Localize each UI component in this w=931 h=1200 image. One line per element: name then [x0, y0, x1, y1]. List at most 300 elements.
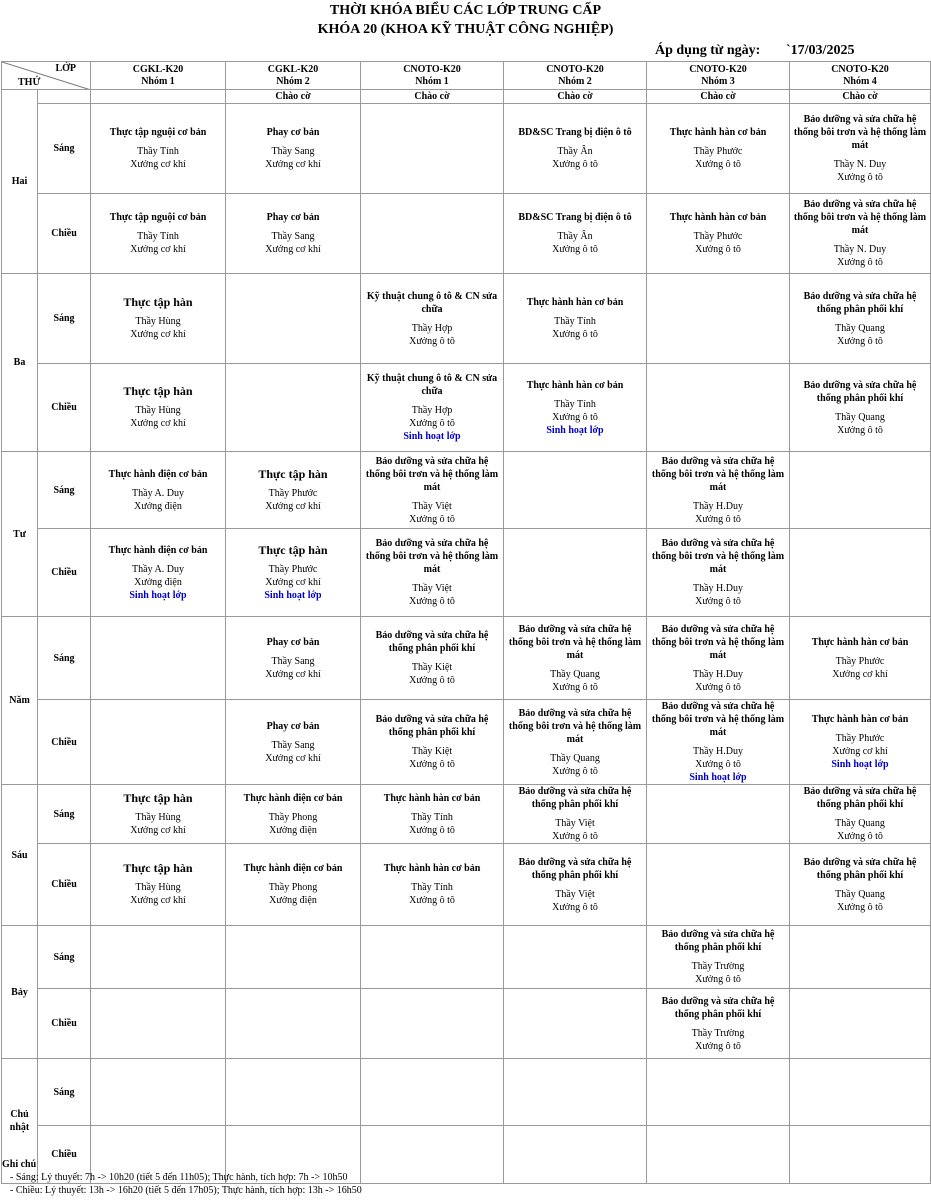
day-cell — [2, 926, 38, 1059]
room: Xưởng cơ khí — [265, 752, 321, 764]
class-name: CNOTO-K20 — [689, 63, 747, 75]
class-cell — [647, 104, 790, 194]
subject: Thực hành điện cơ bản — [243, 863, 343, 874]
class-cell — [361, 194, 504, 274]
session-label: Sáng — [53, 1086, 75, 1098]
subject: Thực hành hàn cơ bản — [811, 714, 909, 725]
teacher: Thầy Tính — [554, 398, 596, 410]
teacher: Thầy N. Duy — [833, 244, 887, 255]
class-cell — [790, 926, 931, 989]
room: Xưởng ô tô — [552, 159, 598, 170]
subject: Phay cơ bản — [266, 720, 320, 732]
header-row — [2, 62, 931, 90]
class-cell — [91, 989, 226, 1059]
session-row — [2, 844, 931, 926]
subject: Phay cơ bản — [266, 636, 320, 648]
day-cell — [2, 274, 38, 452]
room: Xưởng ô tô — [409, 759, 455, 770]
chao-co-cell — [790, 90, 931, 104]
room: Xưởng cơ khí — [265, 244, 321, 255]
room: Xưởng cơ khí — [130, 824, 186, 836]
session-cell — [38, 529, 91, 617]
class-name: CGKL-K20 — [267, 63, 319, 75]
room: Xưởng ô tô — [695, 596, 741, 607]
teacher: Thầy Việt — [412, 500, 452, 512]
room: Xưởng cơ khí — [130, 418, 186, 429]
session-blank — [38, 90, 91, 104]
session-cell — [38, 989, 91, 1059]
subject: BD&SC Trang bị điện ô tô — [518, 212, 632, 223]
session-row — [2, 452, 931, 529]
room: Xưởng ô tô — [837, 901, 883, 913]
subject: Bảo dưỡng và sửa chữa hệ thống bôi trơn và hệ thống làm mát — [793, 199, 927, 236]
class-cell — [361, 989, 504, 1059]
subject: Thực hành hàn cơ bản — [526, 379, 624, 391]
teacher: Thầy N. Duy — [833, 159, 887, 170]
class-cell — [504, 274, 647, 364]
room: Xưởng điện — [269, 895, 317, 906]
room: Xưởng cơ khí — [130, 895, 186, 906]
subject: BD&SC Trang bị điện ô tô — [518, 127, 632, 138]
teacher: Thầy Trường — [691, 961, 745, 972]
class-cell — [790, 844, 931, 926]
day-cell — [2, 617, 38, 785]
room: Xưởng ô tô — [695, 513, 741, 525]
class-cell — [91, 274, 226, 364]
chao-co-label: Chào cờ — [414, 91, 450, 102]
session-row — [2, 194, 931, 274]
class-cell — [226, 452, 361, 529]
subject: Thực hành hàn cơ bản — [383, 792, 481, 804]
session-row — [2, 274, 931, 364]
teacher: Thầy Việt — [555, 888, 595, 900]
subject: Phay cơ bản — [266, 212, 320, 223]
class-cell — [361, 617, 504, 700]
class-cell — [647, 194, 790, 274]
session-row — [2, 785, 931, 844]
class-name: CNOTO-K20 — [831, 63, 889, 75]
session-row — [2, 700, 931, 785]
session-label: Chiều — [51, 402, 77, 413]
class-cell — [504, 785, 647, 844]
class-cell — [226, 364, 361, 452]
room: Xưởng ô tô — [837, 172, 883, 183]
room: Xưởng ô tô — [409, 596, 455, 607]
class-cell — [790, 617, 931, 700]
room: Xưởng ô tô — [552, 681, 598, 693]
session-label: Chiều — [51, 1149, 77, 1160]
teacher: Thầy Tính — [137, 146, 179, 157]
title-line-1: THỜI KHÓA BIỂU CÁC LỚP TRUNG CẤP — [329, 3, 602, 18]
class-cell — [647, 700, 790, 785]
room: Xưởng ô tô — [409, 418, 455, 429]
teacher: Thầy Ân — [557, 231, 593, 242]
session-label: Chiều — [51, 736, 77, 748]
teacher: Thầy Sang — [271, 231, 315, 242]
subject: Bảo dưỡng và sửa chữa hệ thống bôi trơn và hệ thống làm mát — [651, 538, 785, 575]
teacher: Thầy Quang — [835, 411, 885, 423]
teacher: Thầy Phong — [268, 811, 318, 823]
class-cell — [647, 785, 790, 844]
room: Xưởng ô tô — [552, 901, 598, 913]
teacher: Thầy Quang — [835, 818, 885, 829]
class-cell — [226, 700, 361, 785]
class-group: Nhóm 2 — [558, 75, 592, 87]
header-thu: THỨ — [18, 77, 41, 88]
session-cell — [38, 926, 91, 989]
class-cell — [504, 617, 647, 700]
subject: Kỹ thuật chung ô tô & CN sửa chữa — [366, 290, 498, 315]
class-cell — [361, 274, 504, 364]
class-cell — [504, 364, 647, 452]
teacher: Thầy Việt — [412, 583, 452, 594]
session-label: Chiều — [51, 228, 77, 239]
class-name: CNOTO-K20 — [403, 63, 461, 75]
class-cell — [790, 1126, 931, 1184]
class-cell — [504, 844, 647, 926]
class-header — [647, 62, 790, 90]
chao-co-label: Chào cờ — [557, 91, 593, 102]
room: Xưởng cơ khí — [832, 668, 888, 680]
class-header — [226, 62, 361, 90]
teacher: Thầy Tính — [137, 231, 179, 242]
class-cell — [790, 700, 931, 785]
session-cell — [38, 617, 91, 700]
class-group: Nhóm 4 — [843, 75, 877, 87]
room: Xưởng ô tô — [837, 335, 883, 347]
notes — [2, 1158, 362, 1197]
class-meeting: Sinh hoạt lớp — [403, 431, 461, 442]
teacher: Thầy Phong — [268, 882, 318, 893]
class-cell — [790, 364, 931, 452]
session-row — [2, 364, 931, 452]
session-label: Sáng — [53, 143, 75, 154]
class-cell — [226, 844, 361, 926]
subject: Bảo dưỡng và sửa chữa hệ thống bôi trơn và hệ thống làm mát — [793, 114, 927, 151]
subject: Thực tập hàn — [123, 861, 193, 875]
room: Xưởng ô tô — [552, 244, 598, 255]
chao-co-cell — [647, 90, 790, 104]
day-label: Tư — [13, 528, 26, 540]
day-label: Ba — [13, 357, 26, 368]
class-cell — [647, 1059, 790, 1126]
subject: Bảo dưỡng và sửa chữa hệ thống bôi trơn và hệ thống làm mát — [508, 707, 642, 745]
subject: Thực hành hàn cơ bản — [526, 297, 624, 308]
subject: Thực hành hàn cơ bản — [811, 636, 909, 648]
class-name: CNOTO-K20 — [546, 63, 604, 75]
session-cell — [38, 452, 91, 529]
class-cell — [504, 194, 647, 274]
teacher: Thầy Trường — [691, 1027, 745, 1039]
class-cell — [226, 104, 361, 194]
teacher: Thầy A. Duy — [132, 563, 184, 575]
subject: Phay cơ bản — [266, 127, 320, 138]
teacher: Thầy Phước — [693, 231, 743, 242]
teacher: Thầy Sang — [271, 146, 315, 157]
chao-co-label: Chào cờ — [842, 91, 878, 102]
class-meeting: Sinh hoạt lớp — [831, 759, 889, 770]
class-cell — [647, 452, 790, 529]
subject: Bảo dưỡng và sửa chữa hệ thống bôi trơn và hệ thống làm mát — [365, 455, 499, 493]
subject: Bảo dưỡng và sửa chữa hệ thống bôi trơn và hệ thống làm mát — [651, 701, 785, 738]
class-cell — [226, 926, 361, 989]
class-cell — [790, 785, 931, 844]
room: Xưởng ô tô — [695, 244, 741, 255]
teacher: Thầy H.Duy — [693, 746, 743, 757]
class-cell — [361, 926, 504, 989]
class-cell — [226, 1059, 361, 1126]
room: Xưởng ô tô — [552, 411, 598, 423]
class-cell — [361, 364, 504, 452]
subject: Bảo dưỡng và sửa chữa hệ thống phân phối khí — [661, 929, 775, 953]
class-name: CGKL-K20 — [132, 63, 184, 75]
teacher: Thầy Phước — [268, 487, 318, 499]
teacher: Thầy H.Duy — [693, 583, 743, 594]
room: Xưởng cơ khí — [265, 500, 321, 512]
class-cell — [790, 452, 931, 529]
apply-date-value: `17/03/2025 — [786, 43, 855, 58]
session-label: Chiều — [51, 879, 77, 890]
class-meeting: Sinh hoạt lớp — [129, 589, 187, 601]
class-cell — [790, 194, 931, 274]
subject: Bảo dưỡng và sửa chữa hệ thống phân phối khí — [661, 995, 775, 1020]
class-cell — [647, 364, 790, 452]
class-meeting: Sinh hoạt lớp — [546, 424, 604, 436]
session-cell — [38, 104, 91, 194]
class-cell — [91, 844, 226, 926]
session-label: Chiều — [51, 1018, 77, 1029]
class-header — [361, 62, 504, 90]
room: Xưởng ô tô — [552, 765, 598, 777]
session-label: Sáng — [53, 808, 75, 820]
subject: Thực hành điện cơ bản — [108, 468, 208, 480]
class-cell — [91, 785, 226, 844]
subject: Bảo dưỡng và sửa chữa hệ thống phân phối khí — [803, 856, 917, 881]
room: Xưởng ô tô — [552, 831, 598, 842]
room: Xưởng ô tô — [409, 335, 455, 347]
teacher: Thầy Tính — [411, 811, 453, 823]
chao-co-row — [2, 90, 931, 104]
class-cell — [790, 104, 931, 194]
subject: Thực tập hàn — [123, 790, 193, 805]
teacher: Thầy Quang — [550, 668, 600, 680]
day-label: Năm — [9, 695, 30, 706]
class-cell — [647, 989, 790, 1059]
class-cell — [226, 989, 361, 1059]
room: Xưởng cơ khí — [265, 576, 321, 588]
subject: Bảo dưỡng và sửa chữa hệ thống bôi trơn và hệ thống làm mát — [651, 455, 785, 493]
teacher: Thầy Tính — [554, 316, 596, 327]
session-row — [2, 989, 931, 1059]
class-cell — [91, 617, 226, 700]
class-cell — [91, 452, 226, 529]
room: Xưởng ô tô — [695, 974, 741, 985]
teacher: Thầy Sang — [271, 739, 315, 751]
subject: Kỹ thuật chung ô tô & CN sửa chữa — [366, 373, 498, 397]
class-cell — [790, 989, 931, 1059]
session-cell — [38, 274, 91, 364]
class-group: Nhóm 3 — [701, 75, 735, 87]
room: Xưởng điện — [269, 824, 317, 836]
session-cell — [38, 364, 91, 452]
room: Xưởng ô tô — [695, 681, 741, 693]
teacher: Thầy Tính — [411, 882, 453, 893]
class-cell — [361, 452, 504, 529]
room: Xưởng ô tô — [409, 824, 455, 836]
subject: Bảo dưỡng và sửa chữa hệ thống phân phối khí — [803, 786, 917, 810]
class-cell — [504, 104, 647, 194]
session-row — [2, 926, 931, 989]
teacher: Thầy Hợp — [411, 322, 453, 334]
teacher: Thầy Ân — [557, 146, 593, 157]
session-label: Sáng — [53, 484, 75, 496]
class-cell — [361, 700, 504, 785]
class-cell — [790, 529, 931, 617]
room: Xưởng ô tô — [837, 831, 883, 842]
notes-line-morning: - Sáng: Lý thuyết: 7h -> 10h20 (tiết 5 đến 11h05); Thực hành, tích hợp: 7h -> 10h50 — [10, 1172, 348, 1183]
session-label: Sáng — [53, 951, 75, 963]
subject: Thực hành điện cơ bản — [243, 792, 343, 804]
session-row — [2, 104, 931, 194]
room: Xưởng cơ khí — [130, 244, 186, 255]
class-cell — [790, 1059, 931, 1126]
room: Xưởng ô tô — [409, 895, 455, 906]
chao-co-label: Chào cờ — [700, 91, 736, 102]
header-corner — [2, 62, 91, 90]
subject: Thực tập hàn — [258, 542, 328, 557]
class-cell — [790, 274, 931, 364]
subject: Thực tập hàn — [123, 295, 193, 309]
class-cell — [226, 274, 361, 364]
subject: Bảo dưỡng và sửa chữa hệ thống phân phối khí — [375, 714, 489, 738]
subject: Thực tập nguội cơ bản — [109, 212, 207, 223]
class-cell — [504, 452, 647, 529]
session-row — [2, 617, 931, 700]
class-group: Nhóm 2 — [276, 75, 310, 87]
class-header — [504, 62, 647, 90]
class-cell — [647, 617, 790, 700]
class-cell — [91, 1059, 226, 1126]
class-cell — [226, 529, 361, 617]
teacher: Thầy Phước — [268, 563, 318, 575]
subject: Bảo dưỡng và sửa chữa hệ thống phân phối khí — [803, 290, 917, 315]
teacher: Thầy Phước — [693, 146, 743, 157]
session-label: Chiều — [51, 567, 77, 578]
class-group: Nhóm 1 — [141, 75, 175, 87]
class-cell — [647, 926, 790, 989]
subject: Thực tập hàn — [258, 466, 328, 481]
class-cell — [91, 529, 226, 617]
room: Xưởng cơ khí — [265, 668, 321, 680]
room: Xưởng cơ khí — [265, 159, 321, 170]
timetable — [1, 61, 931, 1184]
class-meeting: Sinh hoạt lớp — [689, 772, 747, 783]
session-label: Sáng — [53, 313, 75, 324]
room: Xưởng ô tô — [695, 1040, 741, 1052]
session-label: Sáng — [53, 652, 75, 664]
class-cell — [504, 1059, 647, 1126]
subject: Bảo dưỡng và sửa chữa hệ thống bôi trơn và hệ thống làm mát — [651, 623, 785, 661]
session-cell — [38, 700, 91, 785]
chao-co-cell — [504, 90, 647, 104]
teacher: Thầy Sang — [271, 655, 315, 667]
class-cell — [504, 700, 647, 785]
subject: Thực hành hàn cơ bản — [669, 127, 767, 138]
class-cell — [226, 194, 361, 274]
class-cell — [91, 104, 226, 194]
class-header — [91, 62, 226, 90]
room: Xưởng ô tô — [837, 424, 883, 436]
room: Xưởng ô tô — [409, 513, 455, 525]
chao-co-cell — [91, 90, 226, 104]
subject: Bảo dưỡng và sửa chữa hệ thống phân phối khí — [518, 856, 632, 881]
class-cell — [647, 1126, 790, 1184]
apply-date-label: Áp dụng từ ngày: — [655, 43, 761, 58]
class-cell — [361, 1126, 504, 1184]
room: Xưởng ô tô — [695, 759, 741, 770]
teacher: Thầy Quang — [835, 322, 885, 334]
session-row — [2, 1059, 931, 1126]
teacher: Thầy H.Duy — [693, 668, 743, 680]
class-cell — [647, 529, 790, 617]
session-row — [2, 529, 931, 617]
subject: Thực hành điện cơ bản — [108, 544, 208, 556]
day-label: Bảy — [11, 986, 28, 998]
class-cell — [504, 1126, 647, 1184]
teacher: Thầy Quang — [550, 752, 600, 764]
class-cell — [91, 194, 226, 274]
subject: Thực tập nguội cơ bản — [109, 127, 207, 138]
class-cell — [504, 926, 647, 989]
teacher: Thầy Hùng — [135, 316, 181, 327]
day-label: Sáu — [11, 849, 28, 861]
day-label: Chủ nhật — [9, 1109, 30, 1133]
class-meeting: Sinh hoạt lớp — [264, 589, 322, 601]
teacher: Thầy Phước — [835, 733, 885, 744]
notes-line-afternoon: - Chiều: Lý thuyết: 13h -> 16h20 (tiết 5 đến 17h05); Thực hành, tích hợp: 13h -> 16h50 — [10, 1185, 362, 1196]
session-cell — [38, 844, 91, 926]
subject: Thực tập hàn — [123, 384, 193, 398]
room: Xưởng ô tô — [837, 257, 883, 268]
class-cell — [361, 529, 504, 617]
chao-co-cell — [361, 90, 504, 104]
class-cell — [226, 785, 361, 844]
room: Xưởng điện — [134, 500, 182, 512]
day-cell — [2, 785, 38, 926]
session-cell — [38, 785, 91, 844]
chao-co-cell — [226, 90, 361, 104]
subject: Thực hành hàn cơ bản — [669, 212, 767, 223]
teacher: Thầy A. Duy — [132, 487, 184, 499]
teacher: Thầy Phước — [835, 655, 885, 667]
teacher: Thầy Kiệt — [411, 662, 453, 673]
day-label: Hai — [11, 176, 28, 187]
teacher: Thầy Hùng — [135, 882, 181, 893]
class-cell — [647, 274, 790, 364]
class-cell — [226, 617, 361, 700]
class-cell — [91, 364, 226, 452]
room: Xưởng ô tô — [695, 159, 741, 170]
teacher: Thầy Hùng — [135, 405, 181, 416]
teacher: Thầy Hợp — [411, 405, 453, 416]
subject: Bảo dưỡng và sửa chữa hệ thống bôi trơn và hệ thống làm mát — [508, 623, 642, 661]
room: Xưởng cơ khí — [832, 746, 888, 757]
header-lop: LỚP — [55, 63, 76, 74]
day-cell — [2, 90, 38, 274]
notes-title: Ghi chú — [2, 1159, 37, 1170]
class-cell — [361, 1059, 504, 1126]
subject: Bảo dưỡng và sửa chữa hệ thống phân phối khí — [803, 379, 917, 404]
